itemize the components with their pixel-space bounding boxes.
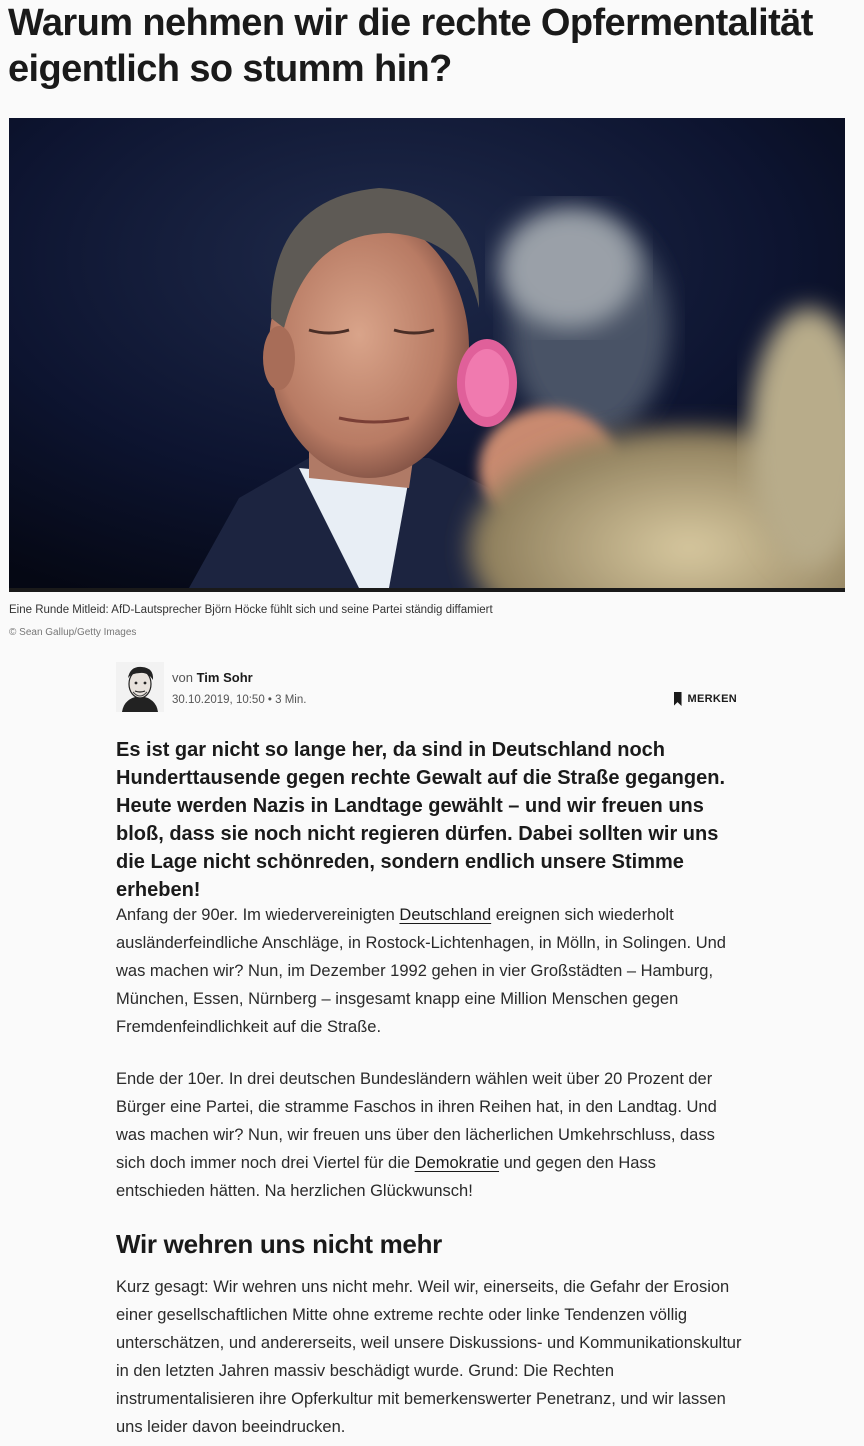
article-paragraph bbox=[116, 901, 746, 1041]
link-demokratie[interactable]: Demokratie bbox=[414, 1154, 500, 1172]
article-headline: Warum nehmen wir die rechte Opfermentalität eigentlich so stumm hin? bbox=[8, 2, 813, 90]
author-avatar[interactable] bbox=[116, 662, 164, 712]
article-paragraph bbox=[116, 1065, 746, 1205]
paragraph-text: und gegen den Hass entschieden hätten. Na herzlichen Glückwunsch! bbox=[116, 1154, 656, 1200]
image-caption: Eine Runde Mitleid: AfD-Lautsprecher Björn Höcke fühlt sich und seine Partei ständig diffamiert bbox=[9, 604, 493, 616]
link-deutschland[interactable]: Deutschland bbox=[399, 906, 492, 924]
byline-meta: 30.10.2019, 10:50 • 3 Min. bbox=[172, 694, 307, 706]
byline-author bbox=[172, 670, 253, 685]
byline bbox=[116, 662, 737, 714]
article-lead: Es ist gar nicht so lange her, da sind in Deutschland noch Hunderttausende gegen rechte Gewalt auf die Straße gegangen. Heute werden Nazis in Landtage gewählt – und wir freuen uns bloß, dass sie noch nicht regieren dürfen. Dabei sollten wir uns die Lage nicht schönreden, sondern endlich unsere Stimme erheben! bbox=[116, 739, 726, 901]
section-heading: Wir wehren uns nicht mehr bbox=[116, 1229, 442, 1259]
paragraph-text: Anfang der 90er. Im wiedervereinigten bbox=[116, 906, 400, 924]
hero-image bbox=[9, 118, 845, 588]
save-article-button[interactable] bbox=[674, 692, 737, 706]
article-paragraph: Kurz gesagt: Wir wehren uns nicht mehr. Weil wir, einerseits, die Gefahr der Erosion einer gesellschaftlichen Mitte ohne extreme rechte oder linke Tendenzen völlig unterschätzen, und andererseits, weil unsere Diskussions- und Kommunikationskultur in den letzten Jahren massiv beschädigt wurde. Grund: Die Rechten instrumentalisieren ihre Opferkultur mit bemerkenswerter Penetranz, und wir lassen uns leider davon beeindrucken. bbox=[116, 1278, 742, 1436]
byline-prefix: von bbox=[172, 670, 193, 685]
image-divider bbox=[9, 588, 845, 592]
save-label: MERKEN bbox=[687, 693, 737, 705]
image-credit: © Sean Gallup/Getty Images bbox=[9, 627, 137, 638]
bookmark-icon bbox=[674, 692, 682, 706]
paragraph-text: ereignen sich wiederholt ausländerfeindliche Anschläge, in Rostock-Lichtenhagen, in Mölln, in Solingen. Und was machen wir? Nun, im Dezember 1992 gehen in vier Großstädten – Hamburg, München, Essen, Nürnberg – insgesamt knapp eine Million Menschen gegen Fremdenfeindlichkeit auf die Straße. bbox=[116, 906, 726, 1036]
paragraph-text: Ende der 10er. In drei deutschen Bundesländern wählen weit über 20 Prozent der Bürger eine Partei, die stramme Faschos in ihren Reihen hat, in den Landtag. Und was machen wir? Nun, wir freuen uns über den lächerlichen Umkehrschluss, dass sich doch immer noch drei Viertel für die bbox=[116, 1070, 717, 1172]
author-name[interactable]: Tim Sohr bbox=[196, 670, 253, 685]
